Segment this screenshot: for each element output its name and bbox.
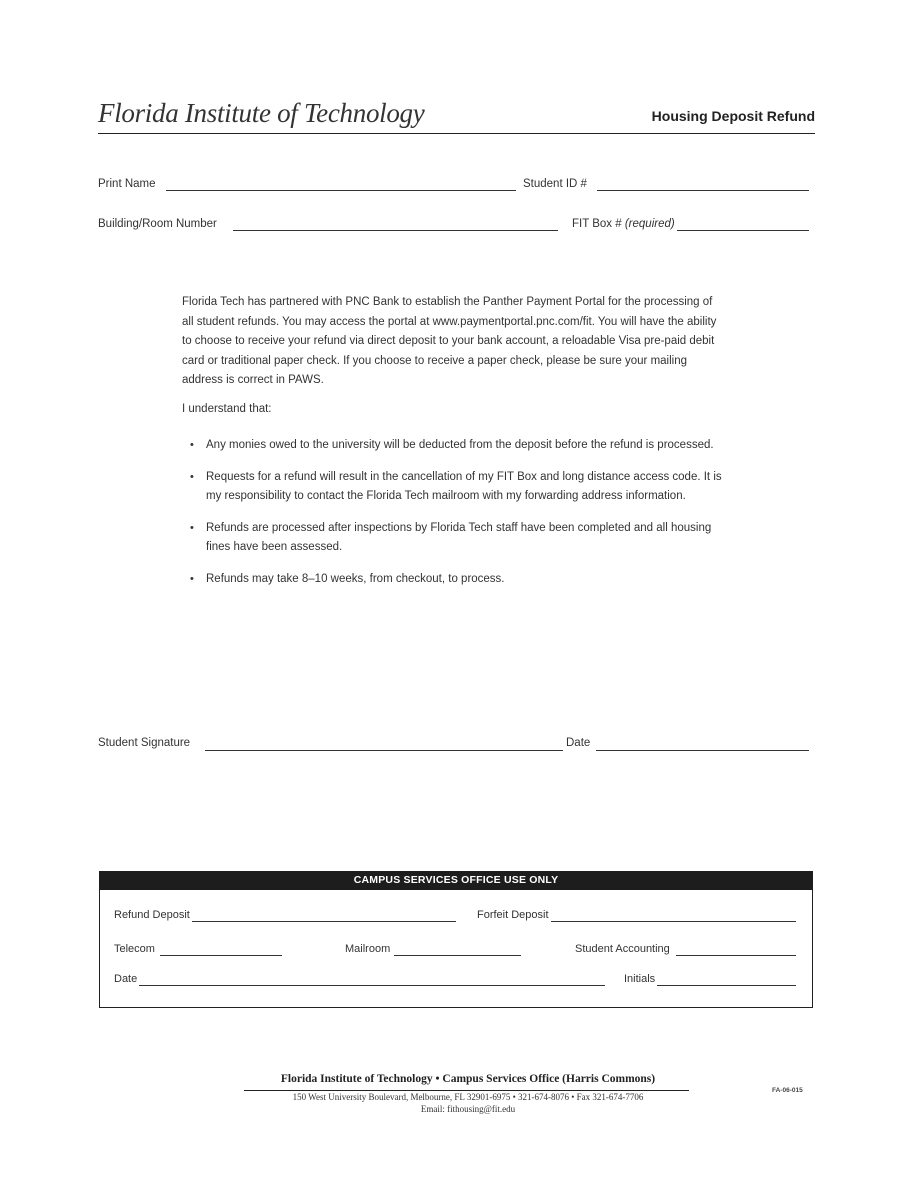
mailroom-label: Mailroom xyxy=(345,943,391,955)
print-name-field[interactable] xyxy=(166,190,516,191)
list-item: • Refunds are processed after inspections by Florida Tech staff have been completed and all housing fines have been assessed. xyxy=(190,519,730,558)
list-item: • Refunds may take 8–10 weeks, from checkout, to process. xyxy=(190,570,730,590)
document-title: Housing Deposit Refund xyxy=(651,108,815,124)
intro-paragraph: Florida Tech has partnered with PNC Bank to establish the Panther Payment Portal for the processing of all student refunds. You may access the portal at www.paymentportal.pnc.com/fit. You will have the ability to choose to receive your refund via direct deposit to your bank account, a reloadable Visa pre-paid debit card or traditional paper check. If you choose to receive a paper check, please be sure your mailing address is correct in PAWS. xyxy=(182,296,717,386)
list-item: • Any monies owed to the university will be deducted from the deposit before the refund is processed. xyxy=(190,436,730,456)
student-id-field[interactable] xyxy=(597,190,809,191)
student-signature-label: Student Signature xyxy=(98,737,191,749)
telecom-field[interactable] xyxy=(160,955,282,956)
office-use-header: CAMPUS SERVICES OFFICE USE ONLY xyxy=(99,871,813,890)
forfeit-deposit-field[interactable] xyxy=(551,921,796,922)
student-accounting-field[interactable] xyxy=(676,955,796,956)
footer-email: Email: fithousing@fit.edu xyxy=(420,1104,516,1114)
fit-box-required-note: (required) xyxy=(624,218,675,230)
footer-divider xyxy=(244,1090,689,1091)
student-accounting-label: Student Accounting xyxy=(575,943,670,955)
office-date-label: Date xyxy=(114,973,138,985)
building-room-field[interactable] xyxy=(233,230,558,231)
student-id-label: Student ID # xyxy=(523,178,587,190)
signature-date-label: Date xyxy=(566,737,591,749)
print-name-label: Print Name xyxy=(98,178,156,190)
signature-date-field[interactable] xyxy=(596,750,809,751)
footer-address: 150 West University Boulevard, Melbourne, FL 32901-6975 • 321-674-8076 • Fax 321-674-7706 xyxy=(292,1092,644,1102)
refund-deposit-label: Refund Deposit xyxy=(114,909,190,921)
footer-title: Florida Institute of Technology • Campus Services Office (Harris Commons) xyxy=(280,1073,656,1085)
initials-field[interactable] xyxy=(657,985,796,986)
office-date-field[interactable] xyxy=(139,985,605,986)
terms-list xyxy=(190,436,730,601)
header-divider xyxy=(98,133,815,134)
fit-box-field[interactable] xyxy=(677,230,809,231)
office-use-box xyxy=(99,871,813,1008)
form-code: FA-06-015 xyxy=(772,1087,803,1094)
list-item: • Requests for a refund will result in the cancellation of my FIT Box and long distance access code. It is my responsibility to contact the Florida Tech mailroom with my forwarding address information. xyxy=(190,468,730,507)
building-room-label: Building/Room Number xyxy=(98,218,217,230)
refund-deposit-field[interactable] xyxy=(192,921,456,922)
understand-heading: I understand that: xyxy=(182,403,272,415)
fit-box-label xyxy=(572,218,675,230)
initials-label: Initials xyxy=(624,973,656,985)
telecom-label: Telecom xyxy=(114,943,155,955)
mailroom-field[interactable] xyxy=(394,955,521,956)
forfeit-deposit-label: Forfeit Deposit xyxy=(477,909,549,921)
fit-box-label-text: FIT Box # xyxy=(572,218,622,230)
student-signature-field[interactable] xyxy=(205,750,563,751)
institution-title: Florida Institute of Technology xyxy=(98,98,425,128)
